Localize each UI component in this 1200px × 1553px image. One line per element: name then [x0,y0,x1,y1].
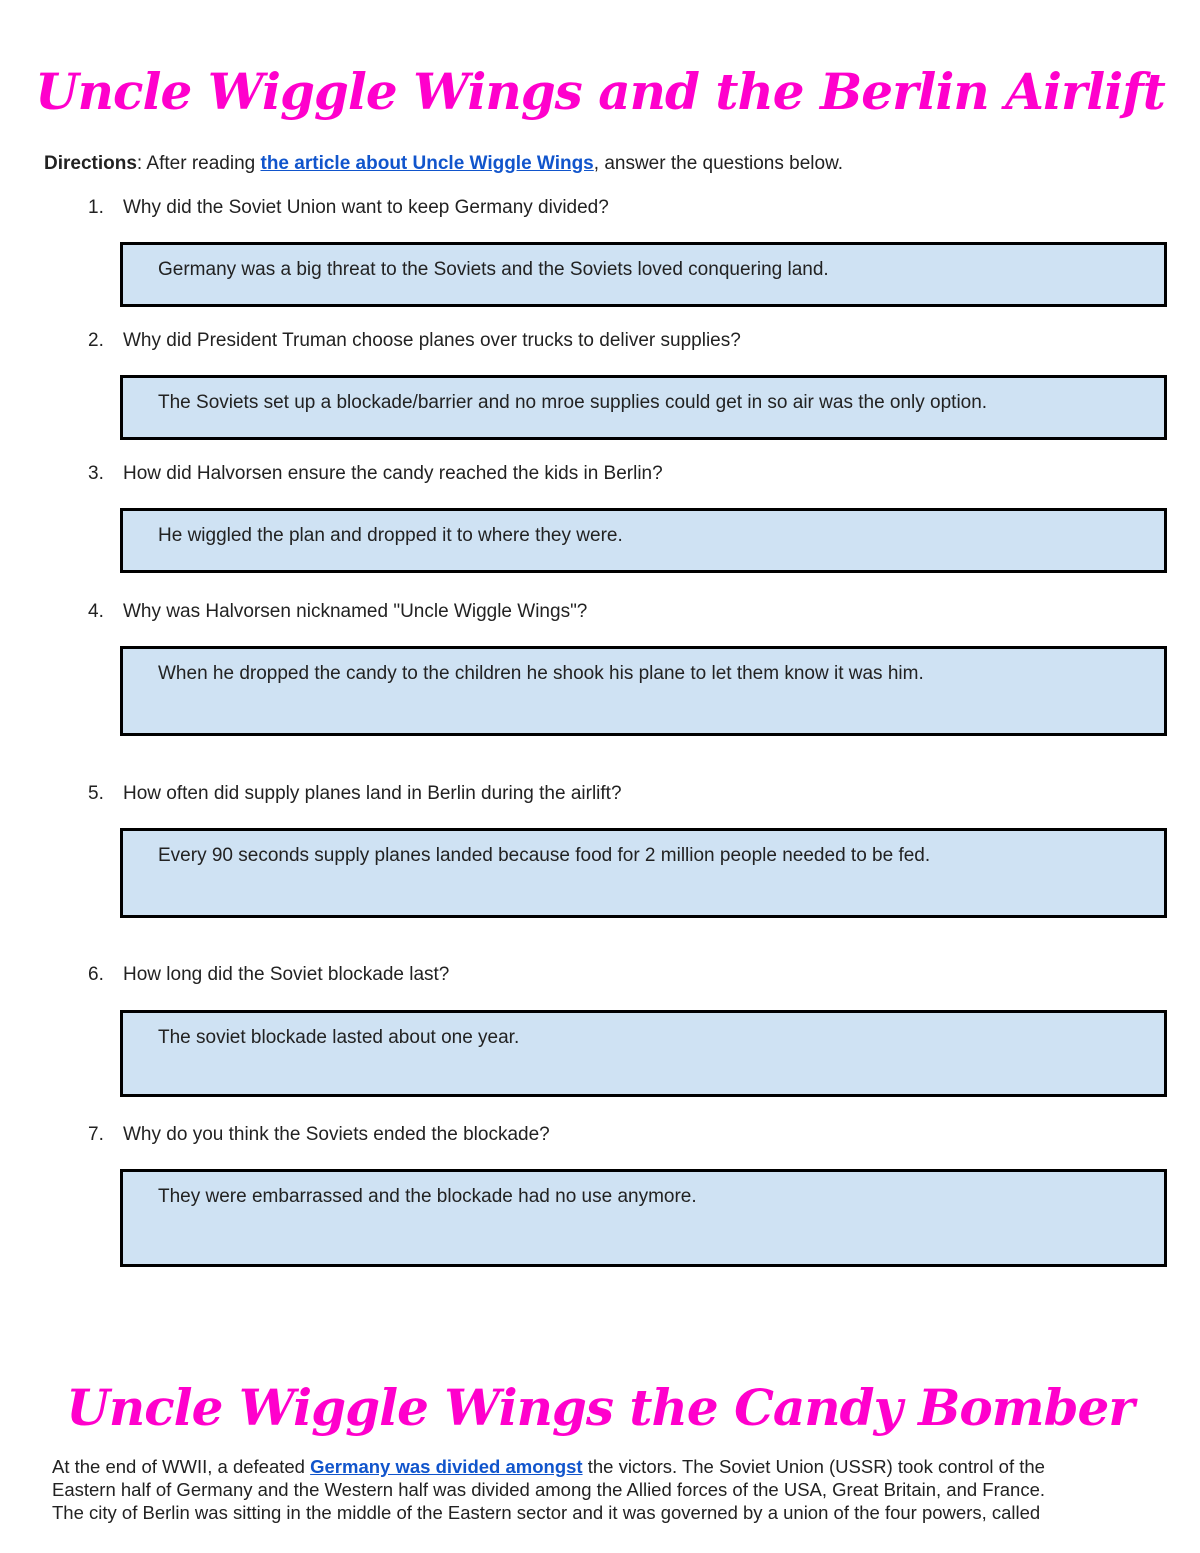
directions [44,153,843,175]
page-title: Uncle Wiggle Wings and the Berlin Airlift [35,62,1165,121]
question-number: 1. [88,197,104,218]
article-link[interactable]: the article about Uncle Wiggle Wings [260,153,594,174]
answer-text: Every 90 seconds supply planes landed because food for 2 million people needed to be fed. [158,845,931,866]
question-text: Why do you think the Soviets ended the blockade? [123,1124,550,1145]
article-text: the victors. The Soviet Union (USSR) took control of the [582,1456,1045,1477]
question-text: Why did President Truman choose planes over trucks to deliver supplies? [123,330,741,351]
article-line-2: Eastern half of Germany and the Western half was divided among the Allied forces of the USA, Great Britain, and France. [52,1479,1046,1500]
answer-box-1[interactable] [120,242,1167,307]
answer-text: He wiggled the plan and dropped it to where they were. [158,525,623,546]
question-number: 3. [88,463,104,484]
question-text: How did Halvorsen ensure the candy reached the kids in Berlin? [123,463,663,484]
question-number: 2. [88,330,104,351]
answer-box-3[interactable] [120,508,1167,573]
question-3 [88,463,663,485]
question-number: 7. [88,1124,104,1145]
answer-box-6[interactable] [120,1010,1167,1097]
answer-text: The Soviets set up a blockade/barrier and no mroe supplies could get in so air was the only option. [158,392,988,413]
question-number: 6. [88,964,104,985]
question-text: How long did the Soviet blockade last? [123,964,450,985]
question-2 [88,330,741,352]
question-text: How often did supply planes land in Berlin during the airlift? [123,783,622,804]
answer-box-4[interactable] [120,646,1167,736]
question-number: 5. [88,783,104,804]
question-text: Why was Halvorsen nicknamed "Uncle Wiggle Wings"? [123,601,588,622]
question-text: Why did the Soviet Union want to keep Germany divided? [123,197,609,218]
question-4 [88,601,587,623]
article-body [52,1455,1162,1524]
answer-text: The soviet blockade lasted about one year. [158,1027,520,1048]
directions-label: Directions [44,153,137,174]
article-text: At the end of WWII, a defeated [52,1456,311,1477]
question-7 [88,1124,550,1146]
answer-text: They were embarrassed and the blockade had no use anymore. [158,1186,697,1207]
answer-box-7[interactable] [120,1169,1167,1267]
article-line-3: The city of Berlin was sitting in the middle of the Eastern sector and it was governed by a union of the four powers, called [52,1502,1041,1523]
article-title: Uncle Wiggle Wings the Candy Bomber [66,1378,1134,1437]
directions-text-before: : After reading [136,153,261,174]
answer-text: Germany was a big threat to the Soviets and the Soviets loved conquering land. [158,259,829,280]
answer-box-5[interactable] [120,828,1167,918]
answer-box-2[interactable] [120,375,1167,440]
answer-text: When he dropped the candy to the children he shook his plane to let them know it was him. [158,663,924,684]
article-line-1 [52,1455,1162,1478]
question-number: 4. [88,601,104,622]
question-1 [88,197,609,219]
germany-divided-link[interactable]: Germany was divided amongst [310,1456,583,1477]
question-5 [88,783,622,805]
directions-text-after: , answer the questions below. [593,153,844,174]
question-6 [88,964,449,986]
